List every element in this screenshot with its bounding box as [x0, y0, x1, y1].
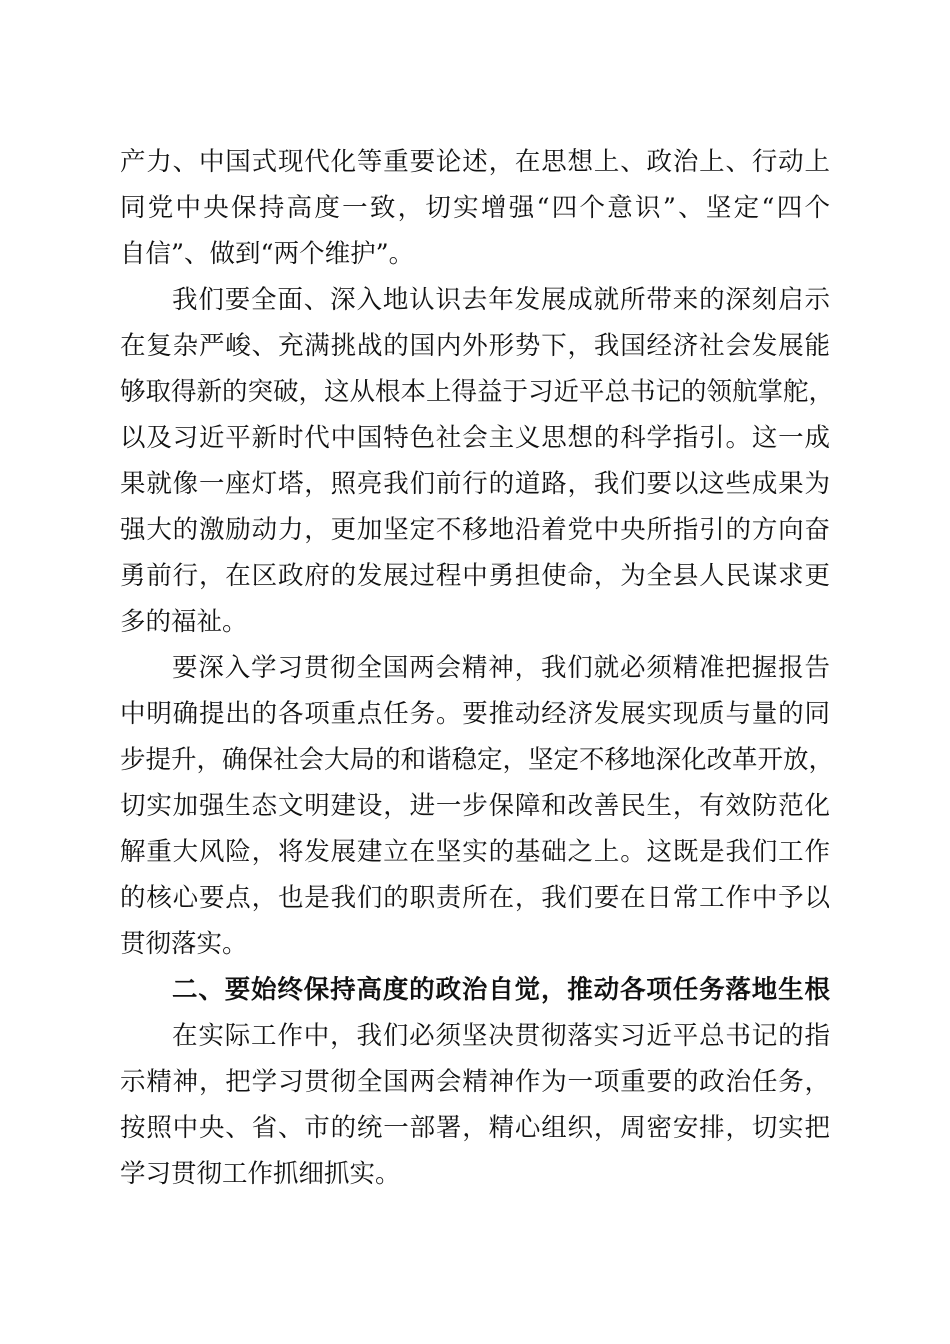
paragraph-2-line-1: 我们要全面、深入地认识去年发展成就所带来的深刻启示	[172, 285, 830, 315]
paragraph-3-line-5: 解重大风险，将发展建立在坚实的基础之上。这既是我们工作	[120, 837, 830, 867]
paragraph-2-line-4: 以及习近平新时代中国特色社会主义思想的科学指引。这一成	[120, 423, 830, 453]
paragraph-3-line-7: 贯彻落实。	[120, 929, 248, 959]
paragraph-2-line-3: 够取得新的突破，这从根本上得益于习近平总书记的领航掌舵，	[120, 377, 835, 407]
paragraph-1-line-2: 同党中央保持高度一致，切实增强“四个意识”、坚定“四个	[120, 193, 830, 223]
paragraph-4-line-4: 学习贯彻工作抓细抓实。	[120, 1159, 401, 1189]
paragraph-3-line-2: 中明确提出的各项重点任务。要推动经济发展实现质与量的同	[120, 699, 830, 729]
paragraph-3-line-1: 要深入学习贯彻全国两会精神，我们就必须精准把握报告	[172, 653, 830, 683]
paragraph-2-line-6: 强大的激励动力，更加坚定不移地沿着党中央所指引的方向奋	[120, 515, 830, 545]
paragraph-1-line-1: 产力、中国式现代化等重要论述，在思想上、政治上、行动上	[120, 147, 830, 177]
section-heading-2: 二、要始终保持高度的政治自觉，推动各项任务落地生根	[172, 975, 830, 1005]
paragraph-4-line-2: 示精神，把学习贯彻全国两会精神作为一项重要的政治任务，	[120, 1067, 830, 1097]
paragraph-2-line-5: 果就像一座灯塔，照亮我们前行的道路，我们要以这些成果为	[120, 469, 830, 499]
paragraph-3-line-3: 步提升，确保社会大局的和谐稳定，坚定不移地深化改革开放，	[120, 745, 835, 775]
paragraph-4-line-3: 按照中央、省、市的统一部署，精心组织，周密安排，切实把	[120, 1113, 830, 1143]
paragraph-2-line-8: 多的福祉。	[120, 607, 248, 637]
paragraph-3-line-6: 的核心要点，也是我们的职责所在，我们要在日常工作中予以	[120, 883, 830, 913]
paragraph-2-line-2: 在复杂严峻、充满挑战的国内外形势下，我国经济社会发展能	[120, 331, 830, 361]
paragraph-4-line-1: 在实际工作中，我们必须坚决贯彻落实习近平总书记的指	[172, 1021, 830, 1051]
paragraph-2-line-7: 勇前行，在区政府的发展过程中勇担使命，为全县人民谋求更	[120, 561, 830, 591]
paragraph-1-line-3: 自信”、做到“两个维护”。	[120, 239, 415, 269]
paragraph-3-line-4: 切实加强生态文明建设，进一步保障和改善民生，有效防范化	[120, 791, 830, 821]
